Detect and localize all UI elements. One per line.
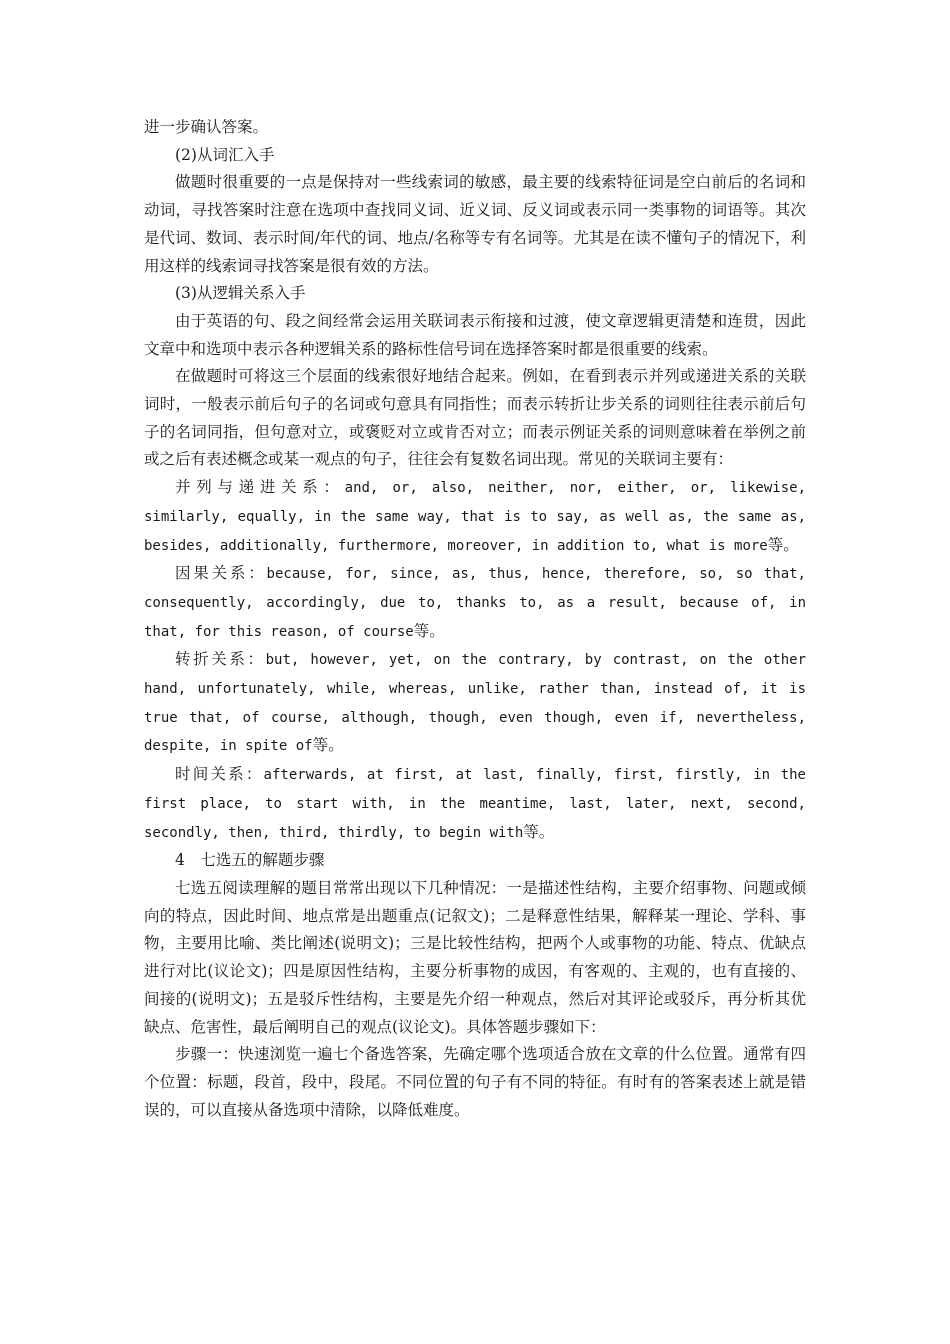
words-time: afterwards, at first, at last, finally, first, firstly, in the first place, to start with, in the meantime, last, later, next, second, secondly, then, third, thirdly, to begin with: [144, 767, 806, 841]
label-contrast: 转折关系：: [175, 650, 266, 669]
words-contrast: but, however, yet, on the contrary, by contrast, on the other hand, unfortunately, while, whereas, unlike, rather than, instead of, it is true that, of course, although, though, even though, even if, nevertheless, despite, in spite of: [144, 652, 806, 755]
label-cause: 因果关系：: [175, 564, 267, 583]
label-time: 时间关系：: [175, 765, 264, 784]
paragraph-logic: 由于英语的句、段之间经常会运用关联词表示衔接和过渡，使文章逻辑更清楚和连贯，因此文章中和选项中表示各种逻辑关系的路标性信号词在选择答案时都是很重要的线索。: [144, 311, 806, 358]
paragraph-step-one: 步骤一：快速浏览一遍七个备选答案，先确定哪个选项适合放在文章的什么位置。通常有四个位置：标题，段首，段中，段尾。不同位置的句子有不同的特征。有时有的答案表述上就是错误的，可以直接从备选项中清除，以降低难度。: [144, 1045, 806, 1119]
paragraph-vocabulary: 做题时很重要的一点是保持对一些线索词的敏感，最主要的线索特征词是空白前后的名词和动词，寻找答案时注意在选项中查找同义词、近义词、反义词或表示同一类事物的词语等。其次是代词、数词、表示时间/年代的词、地点/名称等专有名词等。尤其是在读不懂句子的情况下，利用这样的线索词寻找答案是很有效的方法。: [144, 173, 806, 275]
paragraph-contrast-words: [144, 646, 806, 761]
paragraph-combine-clues: 在做题时可将这三个层面的线索很好地结合起来。例如，在看到表示并列或递进关系的关联词时，一般表示前后句子的名词或句意具有同指性；而表示转折让步关系的词则往往表示前后句子的名词同指，但句意对立，或褒贬对立或肯否对立；而表示例证关系的词则意味着在举例之前或之后有表述概念或某一观点的句子，往往会有复数名词出现。常见的关联词主要有：: [144, 367, 806, 469]
words-cause: because, for, since, as, thus, hence, therefore, so, so that, consequently, accordingly, due to, thanks to, as a result, because of, in that, for this reason, of course: [144, 566, 806, 640]
end-cause: 等。: [413, 621, 445, 640]
paragraph-time-words: [144, 761, 806, 847]
paragraph-continuation: 进一步确认答案。: [144, 118, 269, 136]
end-contrast: 等。: [312, 736, 344, 755]
end-time: 等。: [523, 822, 555, 841]
heading-logic: (3)从逻辑关系入手: [175, 284, 306, 303]
end-parallel: 等。: [767, 535, 799, 554]
document-body: [144, 114, 806, 1124]
paragraph-structures: 七选五阅读理解的题目常常出现以下几种情况：一是描述性结构，主要介绍事物、问题或倾向的特点，因此时间、地点常是出题重点(记叙文)；二是释意性结果，解释某一理论、学科、事物，主要用比喻、类比阐述(说明文)；三是比较性结构，把两个人或事物的功能、特点、优缺点进行对比(议论文)；四是原因性结构，主要分析事物的成因，有客观的、主观的，也有直接的、间接的(说明文)；五是驳斥性结构，主要是先介绍一种观点，然后对其评论或驳斥，再分析其优缺点、危害性，最后阐明自己的观点(议论文)。具体答题步骤如下：: [144, 878, 806, 1036]
paragraph-cause-words: [144, 560, 806, 646]
label-parallel: 并列与递进关系：: [175, 478, 345, 497]
heading-vocabulary: (2)从词汇入手: [175, 145, 275, 164]
heading-steps: 4 七选五的解题步骤: [175, 851, 325, 870]
words-parallel: and, or, also, neither, nor, either, or, likewise, similarly, equally, in the same way, that is to say, as well as, the same as, besides, additionally, furthermore, moreover, in addition to, what is more: [144, 480, 806, 554]
paragraph-parallel-words: [144, 474, 806, 560]
